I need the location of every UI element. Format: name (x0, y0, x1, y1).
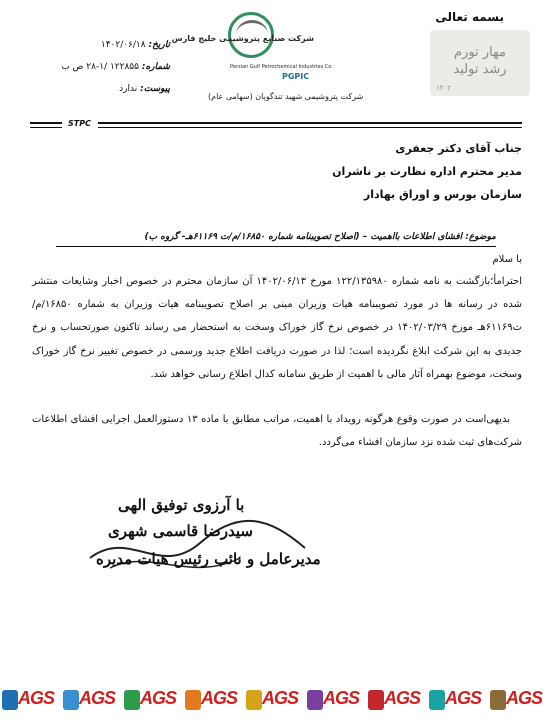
company-name-fa: شرکت صنایع پتروشیمی خلیج فارس (171, 34, 314, 43)
certification-logo (124, 688, 184, 718)
stpc-code: STPC (68, 119, 91, 128)
certification-logo (246, 688, 306, 718)
number-label: شماره: (141, 62, 170, 72)
date-field (60, 40, 170, 50)
signatory-title: مدیرعامل و نائب رئیس هیات مدیره (96, 550, 321, 568)
attachment-value: ندارد (119, 84, 138, 94)
header-rule (30, 122, 522, 124)
subsidiary-name: شرکت پتروشیمی شهید تندگویان (سهامی عام) (208, 92, 364, 101)
slogan-year: ۱۴۰۲ (436, 84, 452, 92)
slogan-stamp (430, 30, 530, 96)
date-value: ۱۴۰۲/۰۶/۱۸ (100, 40, 146, 50)
certification-mark-icon (246, 690, 262, 710)
ags-logo-text: AGS (384, 688, 421, 708)
ags-logo-text: AGS (445, 688, 482, 708)
subject-underline (56, 246, 496, 247)
certification-logo (185, 688, 245, 718)
body-paragraph-2: بدیهی‌است در صورت وقوع هرگونه رویداد با اهمیت، مراتب مطابق با ماده ۱۳ دستورالعمل اجرایی افشای اطلاعات شرکت‌های ثبت شده نزد سازمان افشاء می‌گردد. (32, 414, 522, 449)
recipient-position: مدیر محترم اداره نظارت بر ناشران (332, 165, 522, 178)
certification-mark-icon (307, 690, 323, 710)
attachment-field (60, 84, 170, 94)
letter-subject: موضوع: افشای اطلاعات بااهمیت – (اصلاح تصویبنامه شماره ۱۶۸۵۰/م/ت ۶۱۱۶۹هـ- گروه ب) (144, 232, 496, 242)
certification-mark-icon (490, 690, 506, 710)
ags-logo-text: AGS (140, 688, 177, 708)
certification-logo (2, 688, 62, 718)
slogan-text: مهار تورم رشد تولید (453, 45, 507, 77)
salutation: با سلام (492, 254, 522, 265)
bismillah-heading: بسمه تعالی (435, 10, 504, 24)
certification-mark-icon (124, 690, 140, 710)
number-value: ۱۲۲۸۵۵ /۱-۲۸ ص ب (61, 62, 139, 72)
certification-logo (63, 688, 123, 718)
closing-phrase: با آرزوی توفیق الهی (118, 496, 245, 514)
header-rule-thin (30, 127, 522, 128)
certification-mark-icon (2, 690, 18, 710)
certification-logo (429, 688, 489, 718)
attachment-label: پیوست: (140, 84, 170, 94)
ags-logo-text: AGS (201, 688, 238, 708)
company-name-en: Persian Gulf Petrochemical Industries Co. (230, 64, 333, 70)
certification-logo (368, 688, 428, 718)
ags-logo-text: AGS (323, 688, 360, 708)
ags-logo-text: AGS (79, 688, 116, 708)
certification-mark-icon (368, 690, 384, 710)
certification-mark-icon (429, 690, 445, 710)
certification-mark-icon (185, 690, 201, 710)
number-field (60, 62, 170, 72)
certification-logo (307, 688, 367, 718)
company-logo (171, 12, 364, 108)
ags-logo-text: AGS (18, 688, 55, 708)
recipient-name: جناب آقای دکتر جعفری (395, 142, 522, 155)
certification-mark-icon (63, 690, 79, 710)
company-abbr: PGPIC (282, 72, 310, 81)
recipient-organization: سازمان بورس و اوراق بهادار (363, 188, 522, 201)
certification-logo (490, 688, 550, 718)
signatory-name: سیدرضا قاسمی شهری (108, 522, 253, 540)
certification-footer (0, 680, 552, 723)
date-label: تاریخ: (148, 40, 170, 50)
body-paragraph-1: احترامأ؛بازگشت به نامه شماره ۱۲۲/۱۳۵۹۸۰ مورخ ۱۴۰۲/۰۶/۱۳ آن سازمان محترم در خصوص اخبار وشایعات منتشر شده در رسانه ها در مورد تصویبنامه هیات وزیران مبنی بر اصلاح تصویبنامه هیات وزیران به شماره ۱۶۸۵۰/م/ت۶۱۱۶۹هـ مورخ ۱۴۰۲/۰۳/۲۹ در خصوص نرخ گاز خوراک وسخت به استحضار می رساند تاکنون صورتحساب و نرخ جدیدی به این شرکت ابلاغ نگردیده است؛ لذا در صورت دریافت اطلاع جدید ورسمی در خصوص تغییر نرخ گاز خوراک وسخت، موضوع بهمراه آثار مالی با اهمیت از طریق سامانه کدال اطلاع رسانی خواهد شد. (32, 276, 522, 380)
ags-logo-text: AGS (262, 688, 299, 708)
ags-logo-text: AGS (506, 688, 543, 708)
certification-logos (0, 688, 552, 718)
